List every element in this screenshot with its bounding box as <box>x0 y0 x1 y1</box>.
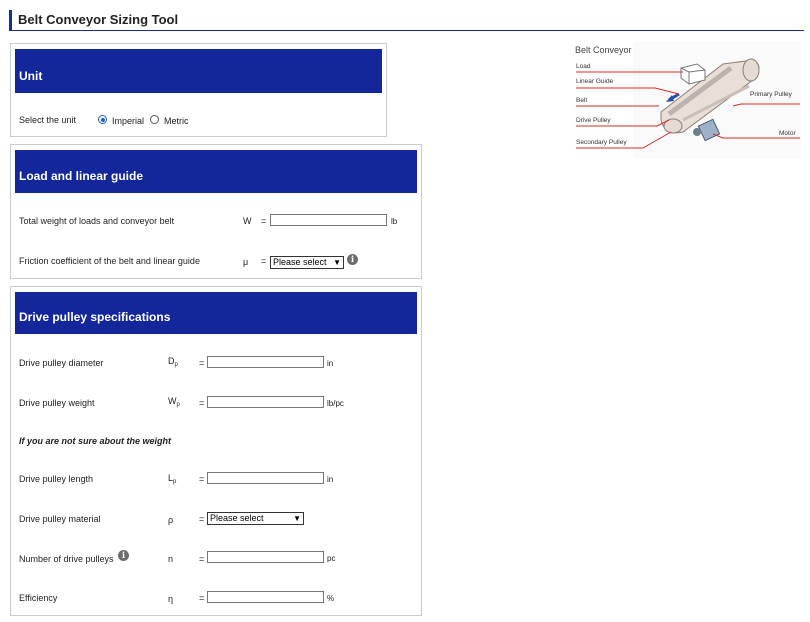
total-weight-symbol: W <box>243 216 252 226</box>
diameter-label: Drive pulley diameter <box>19 358 104 368</box>
diagram-label-motor: Motor <box>779 130 796 137</box>
weight-label: Drive pulley weight <box>19 398 95 408</box>
friction-symbol: μ <box>243 257 249 267</box>
page-title: Belt Conveyor Sizing Tool <box>18 12 179 27</box>
load-panel-title: Load and linear guide <box>19 169 144 183</box>
chevron-down-icon: ▼ <box>333 258 341 267</box>
chevron-down-icon: ▼ <box>293 514 301 523</box>
total-weight-unit: lb <box>391 217 398 226</box>
metric-radio[interactable] <box>150 115 159 124</box>
drive-pulley-panel <box>10 286 422 616</box>
diameter-eq: = <box>199 358 205 368</box>
material-eq: = <box>199 514 205 524</box>
length-input[interactable] <box>207 472 324 484</box>
unit-panel <box>10 43 387 137</box>
diagram-label-belt: Belt <box>576 97 588 104</box>
metric-label[interactable]: Metric <box>164 116 189 126</box>
friction-select-value: Please select <box>273 257 327 267</box>
info-icon[interactable]: i <box>347 254 358 265</box>
unit-panel-header <box>15 49 382 93</box>
material-label: Drive pulley material <box>19 514 101 524</box>
count-label: Number of drive pulleys <box>19 554 114 564</box>
weight-input[interactable] <box>207 396 324 408</box>
count-unit: pc <box>327 554 336 563</box>
weight-eq: = <box>199 398 205 408</box>
friction-eq: = <box>261 256 267 266</box>
length-unit: in <box>327 475 334 484</box>
material-symbol: ρ <box>168 515 174 525</box>
info-icon[interactable]: i <box>118 550 129 561</box>
count-symbol: n <box>168 554 174 564</box>
total-weight-eq: = <box>261 216 267 226</box>
diagram-label-linear-guide: Linear Guide <box>576 78 614 85</box>
imperial-radio[interactable] <box>98 115 107 124</box>
diameter-input[interactable] <box>207 356 324 368</box>
diagram-label-secondary-pulley: Secondary Pulley <box>576 139 627 146</box>
length-label: Drive pulley length <box>19 474 94 484</box>
efficiency-unit: % <box>327 594 335 603</box>
load-panel-header <box>15 150 417 193</box>
weight-note: If you are not sure about the weight <box>19 436 172 446</box>
drive-panel-title: Drive pulley specifications <box>19 310 171 324</box>
length-symbol: $L_p$ <box>168 473 177 485</box>
length-eq: = <box>199 474 205 484</box>
diagram-label-load: Load <box>576 63 591 70</box>
drive-panel-header <box>15 292 417 334</box>
efficiency-label: Efficiency <box>19 593 58 603</box>
diameter-unit: in <box>327 359 334 368</box>
page-title-bar <box>9 10 804 31</box>
efficiency-symbol: η <box>168 594 174 604</box>
diagram-label-drive-pulley: Drive Pulley <box>576 117 611 124</box>
total-weight-input[interactable] <box>270 214 387 226</box>
count-eq: = <box>199 554 205 564</box>
unit-panel-title: Unit <box>19 69 43 83</box>
load-panel <box>10 144 422 279</box>
conveyor-diagram <box>573 40 801 158</box>
friction-select[interactable] <box>270 256 344 269</box>
material-select-value: Please select <box>210 513 264 523</box>
material-select[interactable] <box>207 512 304 525</box>
diagram-title: Belt Conveyor <box>575 45 632 55</box>
imperial-label[interactable]: Imperial <box>112 116 145 126</box>
efficiency-input[interactable] <box>207 591 324 603</box>
diagram-label-primary-pulley: Primary Pulley <box>750 91 792 98</box>
count-input[interactable] <box>207 551 324 563</box>
unit-label: Select the unit <box>19 115 77 125</box>
diameter-symbol: $D_p$ <box>168 356 178 368</box>
weight-unit: lb/pc <box>327 399 344 408</box>
weight-symbol: $W_p$ <box>168 396 180 408</box>
efficiency-eq: = <box>199 593 205 603</box>
total-weight-label: Total weight of loads and conveyor belt <box>19 216 175 226</box>
friction-label: Friction coefficient of the belt and linear guide <box>19 256 200 266</box>
